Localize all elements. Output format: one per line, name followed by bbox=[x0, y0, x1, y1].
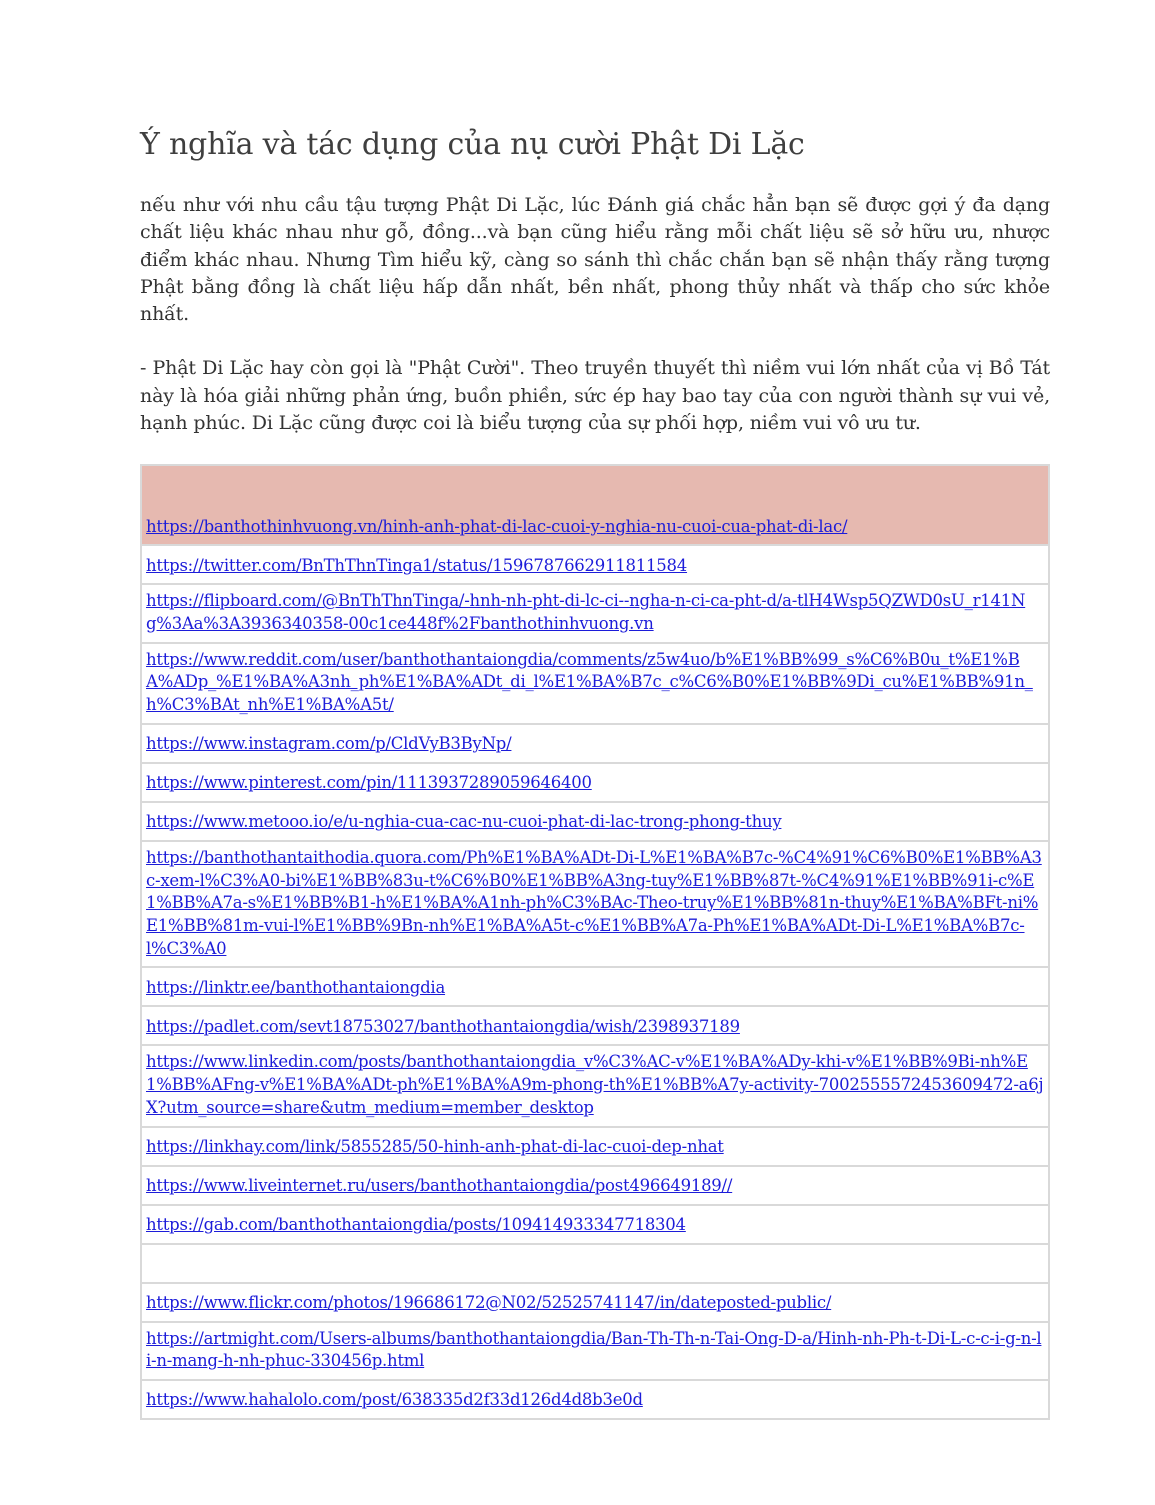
table-row bbox=[141, 1380, 1049, 1419]
table-cell bbox=[141, 1045, 1049, 1126]
table-row bbox=[141, 1322, 1049, 1380]
pinterest-link[interactable]: https://www.pinterest.com/pin/1113937289059646400 bbox=[146, 773, 592, 793]
document-page bbox=[140, 118, 1050, 1420]
table-cell bbox=[141, 584, 1049, 642]
reddit-link[interactable]: https://www.reddit.com/user/banthothantaiongdia/comments/z5w4uo/b%E1%BB%99_s%C6%B0u_t%E1%BA%ADp_%E1%BA%A3nh_ph%E1%BA%ADt_di_l%E1%BA%B7c_c%C6%B0%E1%BB%9Di_cu%E1%BB%91n_h%C3%BAt_nh%E1%BA%A5t/ bbox=[146, 649, 1033, 715]
links-table bbox=[140, 464, 1050, 1420]
table-row bbox=[141, 1166, 1049, 1205]
flipboard-link[interactable]: https://flipboard.com/@BnThThnTinga/-hnh-nh-pht-di-lc-ci--ngha-n-ci-ca-pht-d/a-tlH4Wsp5QZWD0sU_r141Ng%3Aa%3A3936340358-00c1ce448f%2Fbanthothinhvuong.vn bbox=[146, 591, 1026, 634]
table-row bbox=[141, 724, 1049, 763]
table-row bbox=[141, 1283, 1049, 1322]
instagram-link[interactable]: https://www.instagram.com/p/CldVyB3ByNp/ bbox=[146, 734, 512, 754]
padlet-link[interactable]: https://padlet.com/sevt18753027/banthothantaiongdia/wish/2398937189 bbox=[146, 1016, 740, 1036]
table-row bbox=[141, 841, 1049, 968]
header-link[interactable]: https://banthothinhvuong.vn/hinh-anh-phat-di-lac-cuoi-y-nghia-nu-cuoi-cua-phat-di-lac/ bbox=[146, 516, 848, 536]
linktree-link[interactable]: https://linktr.ee/banthothantaiongdia bbox=[146, 977, 446, 997]
table-cell bbox=[141, 1205, 1049, 1244]
table-cell bbox=[141, 643, 1049, 724]
table-cell bbox=[141, 967, 1049, 1006]
table-row bbox=[141, 584, 1049, 642]
table-cell bbox=[141, 802, 1049, 841]
table-row bbox=[141, 763, 1049, 802]
metooo-link[interactable]: https://www.metooo.io/e/u-nghia-cua-cac-nu-cuoi-phat-di-lac-trong-phong-thuy bbox=[146, 812, 782, 832]
table-row bbox=[141, 1045, 1049, 1126]
table-cell bbox=[141, 724, 1049, 763]
flickr-link[interactable]: https://www.flickr.com/photos/196686172@N02/52525741147/in/dateposted-public/ bbox=[146, 1292, 832, 1312]
table-row bbox=[141, 967, 1049, 1006]
hahalolo-link[interactable]: https://www.hahalolo.com/post/638335d2f33d126d4d8b3e0d bbox=[146, 1390, 643, 1410]
table-cell bbox=[141, 1283, 1049, 1322]
table-row bbox=[141, 1205, 1049, 1244]
table-cell bbox=[141, 1166, 1049, 1205]
table-cell bbox=[141, 763, 1049, 802]
description-paragraph: - Phật Di Lặc hay còn gọi là "Phật Cười". Theo truyền thuyết thì niềm vui lớn nhất của vị Bồ Tát này là hóa giải những phản ứng, buồn phiền, sức ép hay bao tay của con người thành sự vui vẻ, hạnh phúc. Di Lặc cũng được coi là biểu tượng của sự phối hợp, niềm vui vô ưu tư. bbox=[140, 357, 1050, 435]
linkhay-link[interactable]: https://linkhay.com/link/5855285/50-hinh-anh-phat-di-lac-cuoi-dep-nhat bbox=[146, 1136, 724, 1156]
liveinternet-link[interactable]: https://www.liveinternet.ru/users/banthothantaiongdia/post496649189// bbox=[146, 1175, 733, 1195]
table-cell bbox=[141, 545, 1049, 584]
page-title: Ý nghĩa và tác dụng của nụ cười Phật Di Lặc bbox=[140, 127, 805, 162]
table-row-empty bbox=[141, 1244, 1049, 1283]
table-cell bbox=[141, 1127, 1049, 1166]
twitter-link[interactable]: https://twitter.com/BnThThnTinga1/status/1596787662911811584 bbox=[146, 555, 688, 575]
table-row bbox=[141, 1127, 1049, 1166]
table-cell bbox=[141, 841, 1049, 968]
gab-link[interactable]: https://gab.com/banthothantaiongdia/posts/109414933347718304 bbox=[146, 1214, 686, 1234]
quora-link[interactable]: https://banthothantaithodia.quora.com/Ph%E1%BA%ADt-Di-L%E1%BA%B7c-%C4%91%C6%B0%E1%BB%A3c-xem-l%C3%A0-bi%E1%BB%83u-t%C6%B0%E1%BB%A3ng-tuy%E1%BB%87t-%C4%91%E1%BB%91i-c%E1%BB%A7a-s%E1%BB%B1-h%E1%BA%A1nh-ph%C3%BAc-Theo-truy%E1%BB%81n-thuy%E1%BA%BFt-ni%E1%BB%81m-vui-l%E1%BB%9Bn-nh%E1%BA%A5t-c%E1%BB%A7a-Ph%E1%BA%ADt-Di-L%E1%BA%B7c-l%C3%A0 bbox=[146, 847, 1042, 958]
table-row bbox=[141, 1006, 1049, 1045]
linkedin-link[interactable]: https://www.linkedin.com/posts/banthothantaiongdia_v%C3%AC-v%E1%BA%ADy-khi-v%E1%BB%9Bi-nh%E1%BB%AFng-v%E1%BA%ADt-ph%E1%BA%A9m-phong-th%E1%BB%A7y-activity-7002555572453609472-a6jX?utm_source=share&utm_medium=member_desktop bbox=[146, 1052, 1044, 1117]
table-cell bbox=[141, 1244, 1049, 1283]
table-cell bbox=[141, 1380, 1049, 1419]
table-cell bbox=[141, 1006, 1049, 1045]
table-cell bbox=[141, 1322, 1049, 1380]
artmight-link[interactable]: https://artmight.com/Users-albums/banthothantaiongdia/Ban-Th-Th-n-Tai-Ong-D-a/Hinh-nh-Ph-t-Di-L-c-c-i-g-n-li-n-mang-h-nh-phuc-330456p.html bbox=[146, 1328, 1042, 1371]
intro-paragraph: nếu như với nhu cầu tậu tượng Phật Di Lặc, lúc Đánh giá chắc hẳn bạn sẽ được gợi ý đa dạng chất liệu khác nhau như gỗ, đồng...và bạn cũng hiểu rằng mỗi chất liệu sẽ sở hữu ưu, nhược điểm khác nhau. Nhưng Tìm hiểu kỹ, càng so sánh thì chắc chắn bạn sẽ nhận thấy rằng tượng Phật bằng đồng là chất liệu hấp dẫn nhất, bền nhất, phong thủy nhất và thấp cho sức khỏe nhất. bbox=[140, 194, 1050, 326]
table-row bbox=[141, 802, 1049, 841]
table-row bbox=[141, 545, 1049, 584]
table-header-row bbox=[141, 465, 1049, 545]
table-row bbox=[141, 643, 1049, 724]
table-cell bbox=[141, 465, 1049, 545]
